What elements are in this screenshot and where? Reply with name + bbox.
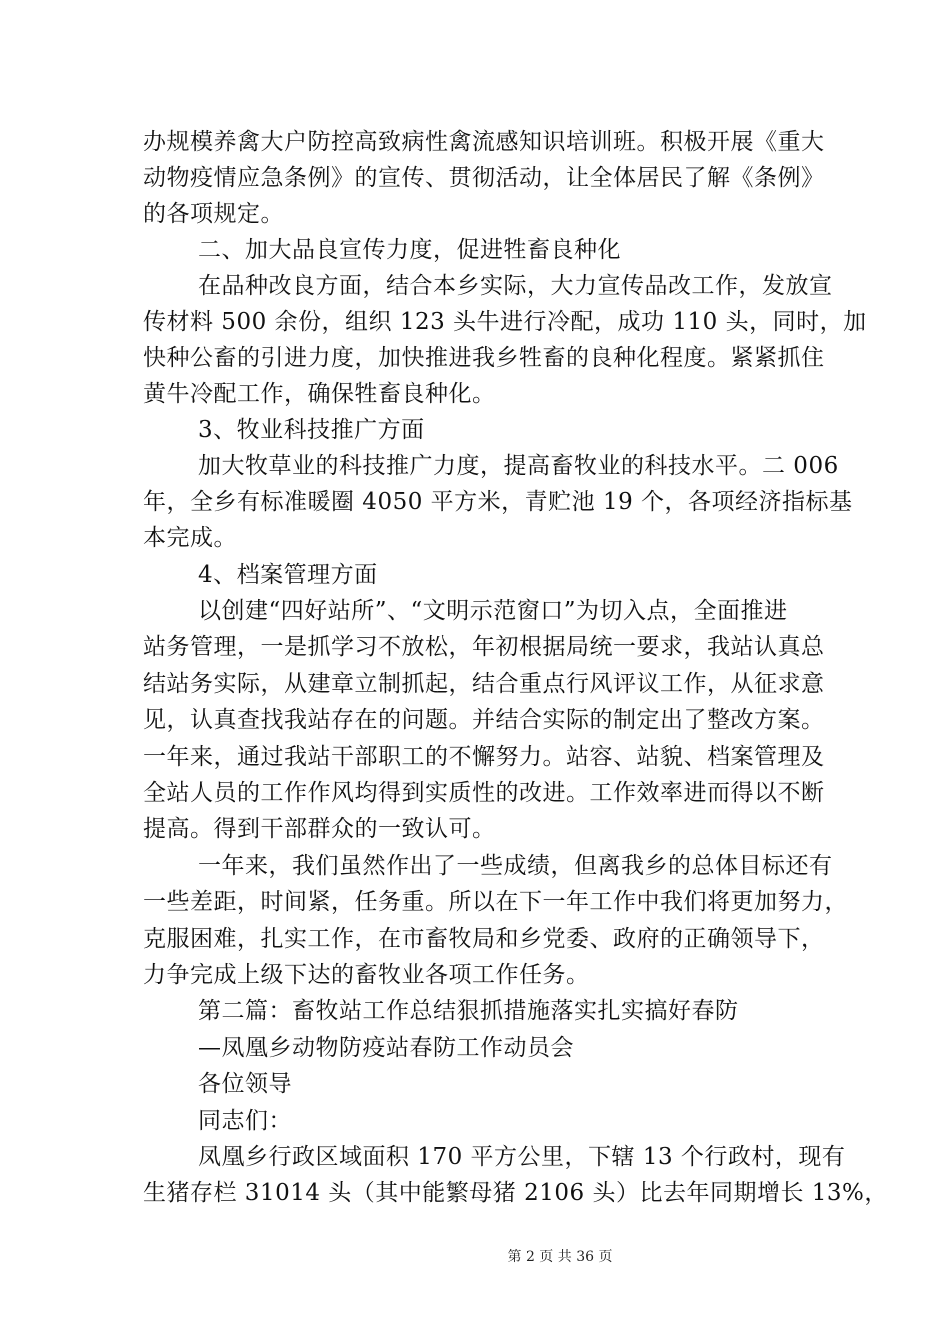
text-line: 在品种改良方面，结合本乡实际，大力宣传品改工作，发放宣 <box>198 273 833 299</box>
text-line: 加大牧草业的科技推广力度，提高畜牧业的科技水平。二 006 <box>198 453 839 479</box>
section-heading: 4、档案管理方面 <box>198 562 378 588</box>
text-line: 一年来，通过我站干部职工的不懈努力。站容、站貌、档案管理及 <box>143 744 825 770</box>
section-heading: 二、加大品良宣传力度，促进牲畜良种化 <box>198 237 621 263</box>
section-heading: 第二篇：畜牧站工作总结狠抓措施落实扎实搞好春防 <box>198 998 739 1024</box>
text-line: 的各项规定。 <box>143 201 284 227</box>
text-line: 动物疫情应急条例》的宣传、贯彻活动，让全体居民了解《条例》 <box>143 165 825 191</box>
text-line: 克服困难，扎实工作，在市畜牧局和乡党委、政府的正确领导下， <box>143 926 825 952</box>
text-line: 一年来，我们虽然作出了一些成绩，但离我乡的总体目标还有 <box>198 853 833 879</box>
section-heading: 3、牧业科技推广方面 <box>198 417 425 443</box>
text-line: 传材料 500 余份，组织 123 头牛进行冷配，成功 110 头，同时，加 <box>143 309 867 335</box>
text-line: 黄牛冷配工作，确保牲畜良种化。 <box>143 381 496 407</box>
subtitle: —凤凰乡动物防疫站春防工作动员会 <box>198 1035 574 1061</box>
text-line: 本完成。 <box>143 525 237 551</box>
salutation: 各位领导 <box>198 1071 292 1097</box>
text-line: 力争完成上级下达的畜牧业各项工作任务。 <box>143 962 590 988</box>
text-line: 站务管理，一是抓学习不放松，年初根据局统一要求，我站认真总 <box>143 634 825 660</box>
text-line: 见，认真查找我站存在的问题。并结合实际的制定出了整改方案。 <box>143 707 825 733</box>
text-line: 年，全乡有标准暖圈 4050 平方米，青贮池 19 个，各项经济指标基 <box>143 489 853 515</box>
text-line: 生猪存栏 31014 头（其中能繁母猪 2106 头）比去年同期增长 13%， <box>143 1180 888 1206</box>
text-line: 一些差距，时间紧，任务重。所以在下一年工作中我们将更加努力， <box>143 889 848 915</box>
salutation: 同志们： <box>198 1108 292 1134</box>
text-line: 快种公畜的引进力度，加快推进我乡牲畜的良种化程度。紧紧抓住 <box>143 345 825 371</box>
text-line: 全站人员的工作作风均得到实质性的改进。工作效率进而得以不断 <box>143 780 825 806</box>
page-number-footer: 第 2 页 共 36 页 <box>507 1249 613 1265</box>
text-line: 提高。得到干部群众的一致认可。 <box>143 816 496 842</box>
text-line: 凤凰乡行政区域面积 170 平方公里，下辖 13 个行政村，现有 <box>198 1144 846 1170</box>
text-line: 办规模养禽大户防控高致病性禽流感知识培训班。积极开展《重大 <box>143 129 825 155</box>
text-line: 结站务实际，从建章立制抓起，结合重点行风评议工作，从征求意 <box>143 671 825 697</box>
text-line: 以创建“四好站所”、“文明示范窗口”为切入点，全面推进 <box>198 598 788 624</box>
